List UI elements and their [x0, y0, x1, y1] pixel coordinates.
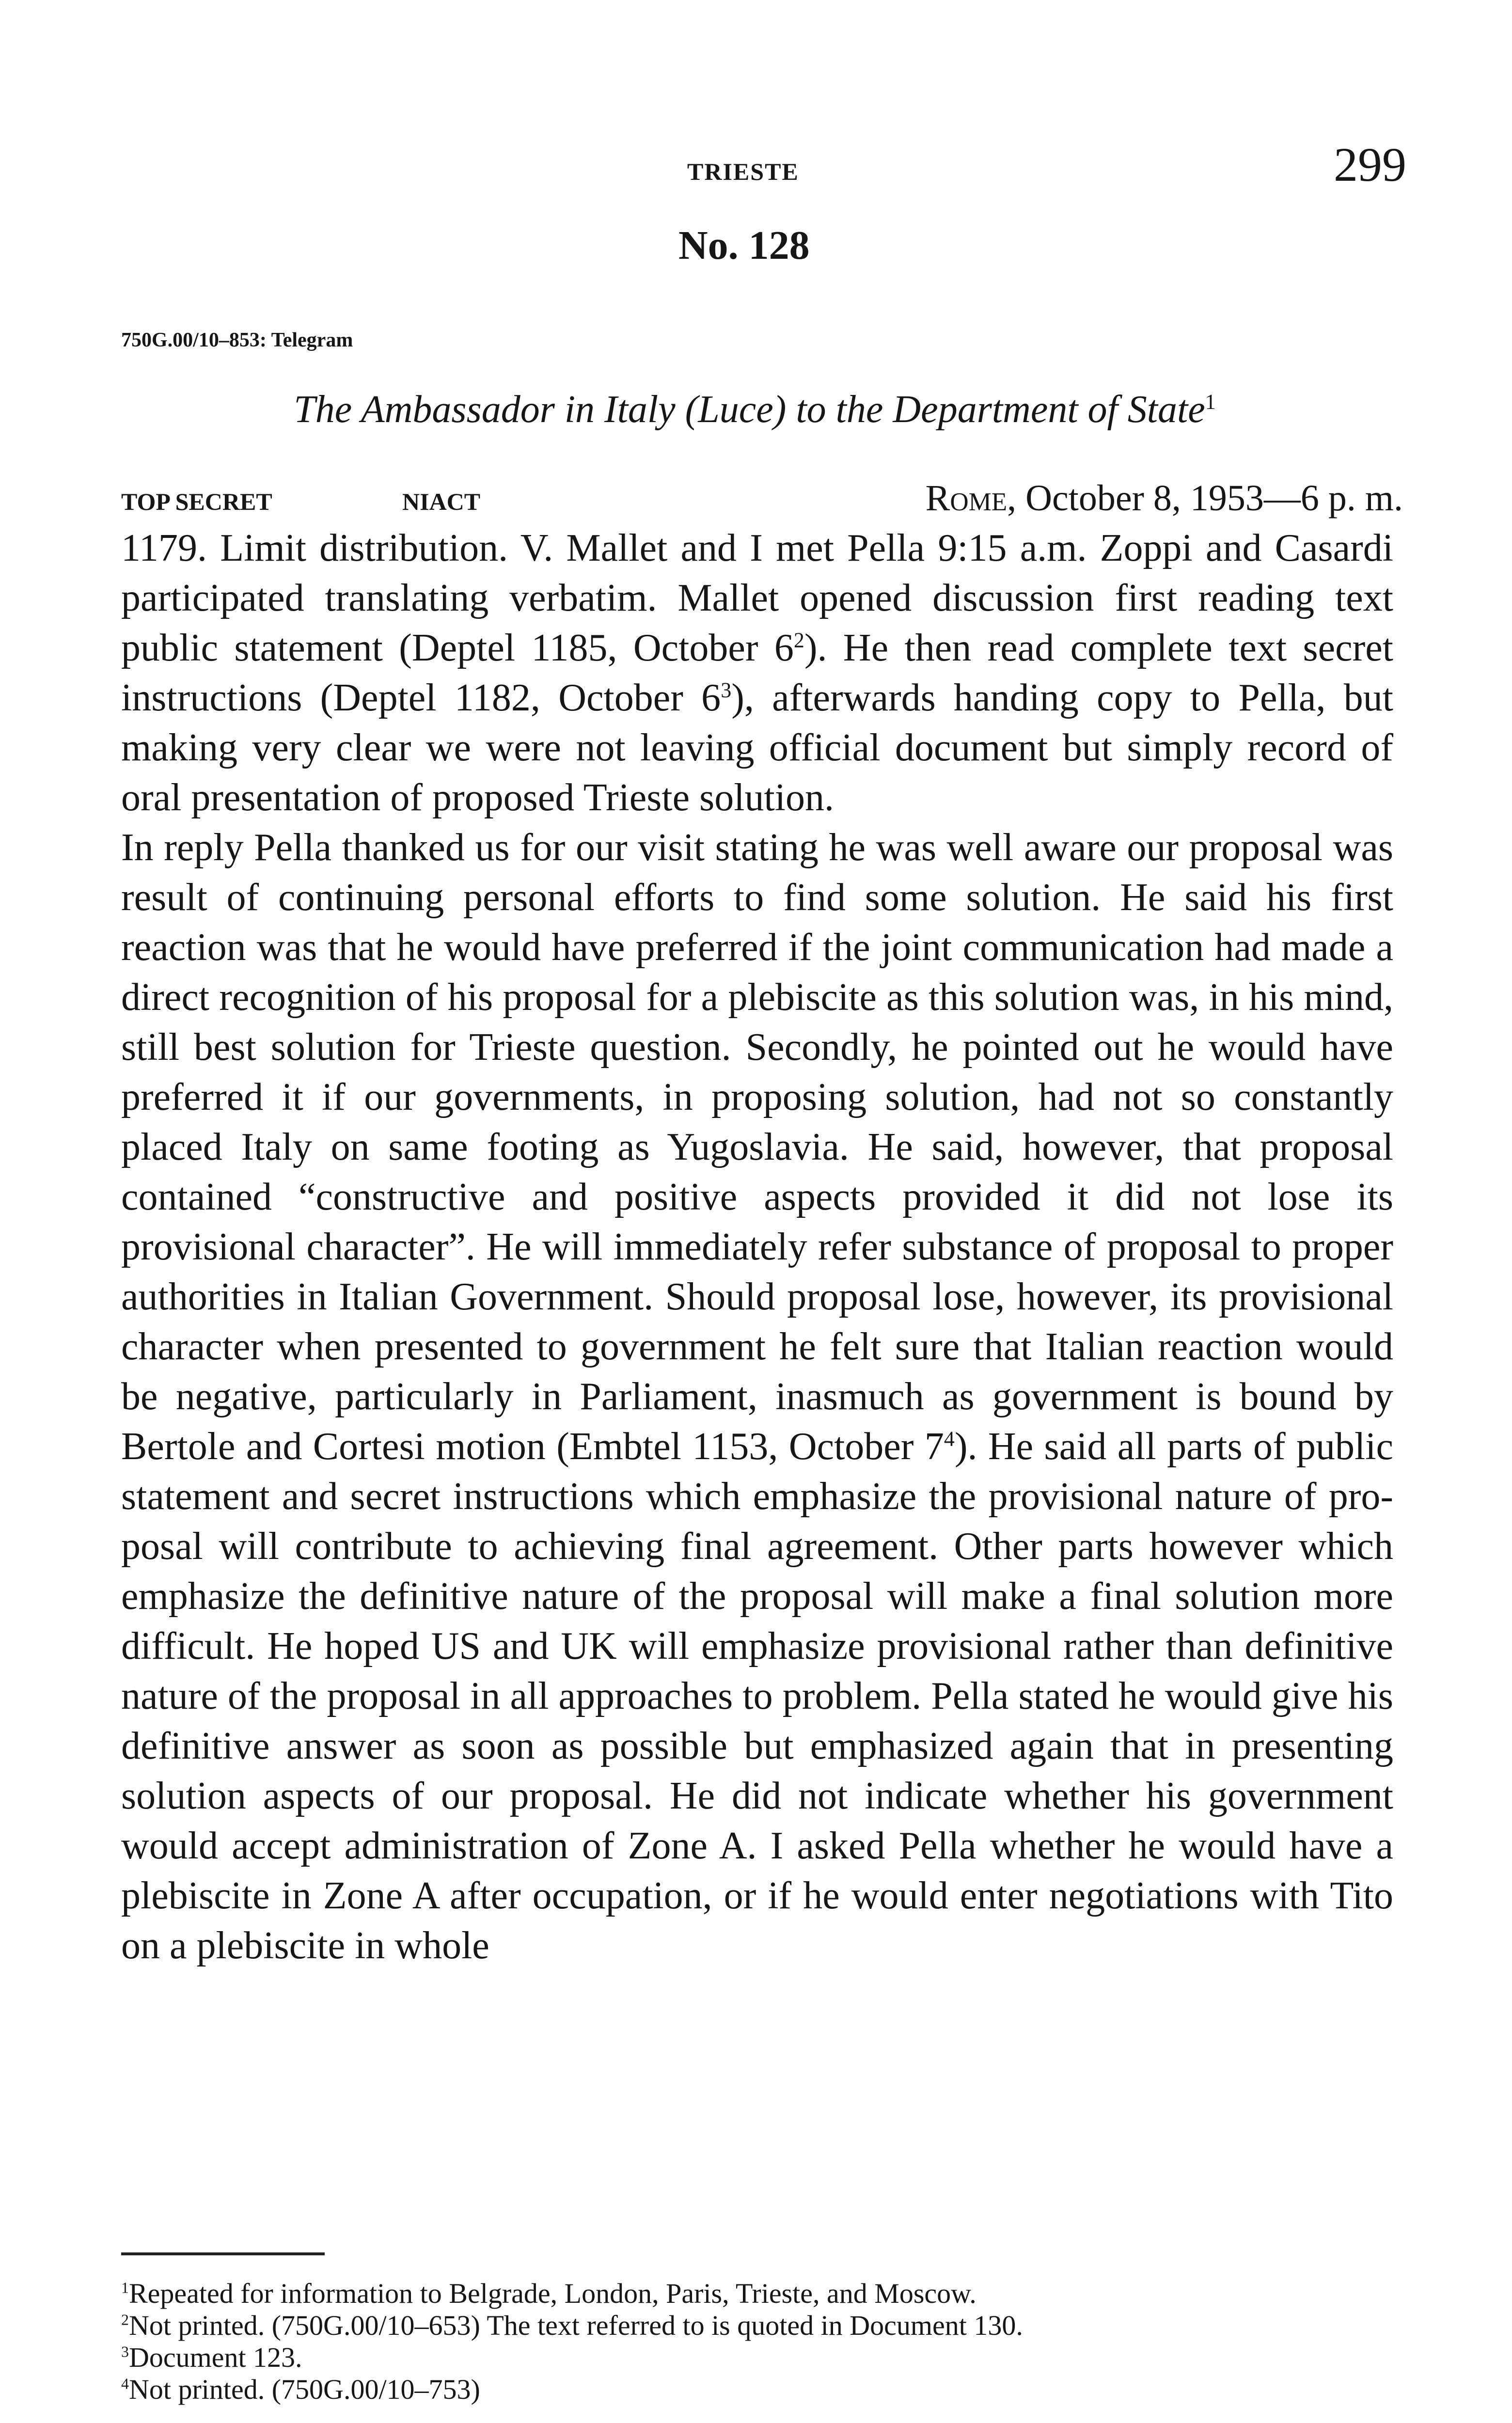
running-head: TRIESTE [687, 158, 799, 185]
place: Rome [925, 478, 1008, 519]
footnote-marker-2: 2 [793, 628, 804, 652]
footnote-text: Not printed. (750G.00/10–753) [128, 2374, 480, 2405]
footnote-divider [121, 2252, 325, 2255]
footnote-text: Not printed. (750G.00/10–653) The text referred to is quoted in Document 130. [128, 2310, 1023, 2341]
footnote-mark: 4 [121, 2375, 129, 2392]
precedence: NIACT [402, 488, 481, 515]
paragraph-text: In reply Pella thanked us for our visit stating he was well aware our proposal was result of continuing personal efforts to find some solution. He said his first reaction was that he would have preferred if the joint communication had made a direct recognition of his proposal for a plebiscite as this solution was, in his mind, still best solution for Trieste question. Secondly, he pointed out he would have preferred it if our governments, in proposing solution, had not so constantly placed Italy on same footing as Yugoslavia. He said, however, that proposal contained “constructive and positive aspects provided it did not lose its provisional character”. He will immediately refer substance of proposal to proper authorities in Italian Government. Should proposal lose, however, its provisional character when presented to government he felt sure that Italian reaction would be negative, particularly in Parliament, inasmuch as government is bound by Bertole and Cortesi motion (Embtel 1153, October 7 [121, 826, 1393, 1468]
footnote [121, 2342, 1393, 2374]
paragraph-text: ). He then read complete text secret instructions (Deptel 1182, October 6 [121, 627, 1394, 719]
document-title [121, 390, 1388, 429]
footnotes [121, 2278, 1393, 2406]
place-date [926, 480, 1403, 517]
document-title-text: The Ambassador in Italy (Luce) to the Department of State [294, 388, 1205, 431]
footnote-mark: 3 [121, 2343, 129, 2360]
file-reference: 750G.00/10–853: Telegram [121, 329, 353, 351]
paragraph-2 [121, 823, 1393, 1971]
document-number: No. 128 [678, 223, 810, 268]
paragraph-1 [121, 523, 1393, 823]
footnote-marker-3: 3 [721, 678, 732, 702]
paragraph-text: ), afterwards handing copy to Pella, but making very clear we were not leaving official document but simply record of oral presentation of proposed Trieste solution. [121, 677, 1394, 819]
footnote-mark: 2 [121, 2311, 129, 2329]
footnote-mark: 1 [121, 2279, 129, 2297]
footnote-marker-1: 1 [1205, 390, 1216, 414]
footnote-text: Repeated for information to Belgrade, London, Paris, Trieste, and Moscow. [128, 2278, 976, 2309]
footnote [121, 2310, 1393, 2342]
footnote [121, 2278, 1393, 2310]
paragraph-text: 1179. Limit distribution. V. Mallet and I met Pella 9:15 a.m. Zoppi and Casardi participated translating verbatim. Mallet opened discussion first reading text public statement (Deptel 1185, October 6 [121, 527, 1393, 669]
paragraph-text: ). He said all parts of public statement and secret instructions which emphasize the provisional nature of proposal will contribute to achieving final agreement. Other parts however which emphasize the definitive nature of the proposal will make a final solution more difficult. He hoped US and UK will emphasize provisional rather than definitive nature of the proposal in all approaches to problem. Pella stated he would give his definitive answer as soon as possible but emphasized again that in presenting solution aspects of our proposal. He did not indicate whether his government would accept administration of Zone A. I asked Pella whether he would have a plebiscite in Zone A after occupation, or if he would enter negotiations with Tito on a plebiscite in whole [121, 1425, 1393, 1967]
footnote-text: Document 123. [128, 2342, 302, 2373]
telegram-body [121, 523, 1393, 1971]
footnote-marker-4: 4 [944, 1427, 955, 1451]
page-number: 299 [1334, 138, 1406, 191]
classification: TOP SECRET [121, 488, 272, 515]
footnote [121, 2374, 1393, 2406]
date: , October 8, 1953—6 p. m. [1007, 478, 1403, 519]
